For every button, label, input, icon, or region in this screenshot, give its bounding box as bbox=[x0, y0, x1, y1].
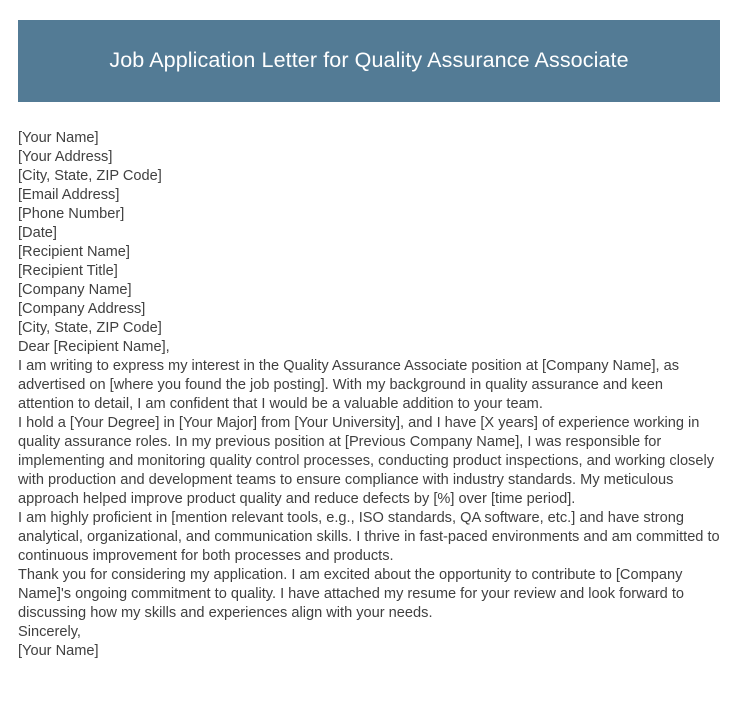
recipient-line-address: [Company Address] bbox=[18, 301, 146, 317]
signature-line: [Your Name] bbox=[18, 643, 99, 659]
body-paragraph-4: Thank you for considering my application. I am excited about the opportunity to contribute to [Company Name]'s ongoing commitment to quality. I have attached my resume for your review and look forward to discussing how my skills and experiences align with your needs. bbox=[18, 567, 685, 621]
closing-line: Sincerely, bbox=[18, 624, 81, 640]
page-title: Job Application Letter for Quality Assurance Associate bbox=[109, 48, 629, 73]
recipient-line-title: [Recipient Title] bbox=[18, 263, 118, 279]
body-paragraph-2: I hold a [Your Degree] in [Your Major] from [Your University], and I have [X years] of experience working in quality assurance roles. In my previous position at [Previous Company Name], I was responsible for implementing and monitoring quality control processes, conducting product inspections, and working closely with production and development teams to ensure compliance with industry standards. My meticulous approach helped improve product quality and reduce defects by [%] over [time period]. bbox=[18, 415, 715, 507]
body-paragraph-3: I am highly proficient in [mention relevant tools, e.g., ISO standards, QA software, etc.] and have strong analytical, organizational, and communication skills. I thrive in fast-paced environments and am committed to continuous improvement for both processes and products. bbox=[18, 510, 720, 564]
salutation-line: Dear [Recipient Name], bbox=[18, 339, 170, 355]
date-line: [Date] bbox=[18, 225, 57, 241]
recipient-line-name: [Recipient Name] bbox=[18, 244, 130, 260]
sender-line-address: [Your Address] bbox=[18, 149, 113, 165]
recipient-line-company: [Company Name] bbox=[18, 282, 132, 298]
sender-line-city: [City, State, ZIP Code] bbox=[18, 168, 162, 184]
sender-line-phone: [Phone Number] bbox=[18, 206, 125, 222]
sender-line-name: [Your Name] bbox=[18, 130, 99, 146]
letter-body bbox=[18, 129, 721, 661]
recipient-line-city: [City, State, ZIP Code] bbox=[18, 320, 162, 336]
sender-line-email: [Email Address] bbox=[18, 187, 120, 203]
body-paragraph-1: I am writing to express my interest in the Quality Assurance Associate position at [Company Name], as advertised on [where you found the job posting]. With my background in quality assurance and keen attention to detail, I am confident that I would be a valuable addition to your team. bbox=[18, 358, 680, 412]
document-header-banner bbox=[18, 20, 720, 102]
